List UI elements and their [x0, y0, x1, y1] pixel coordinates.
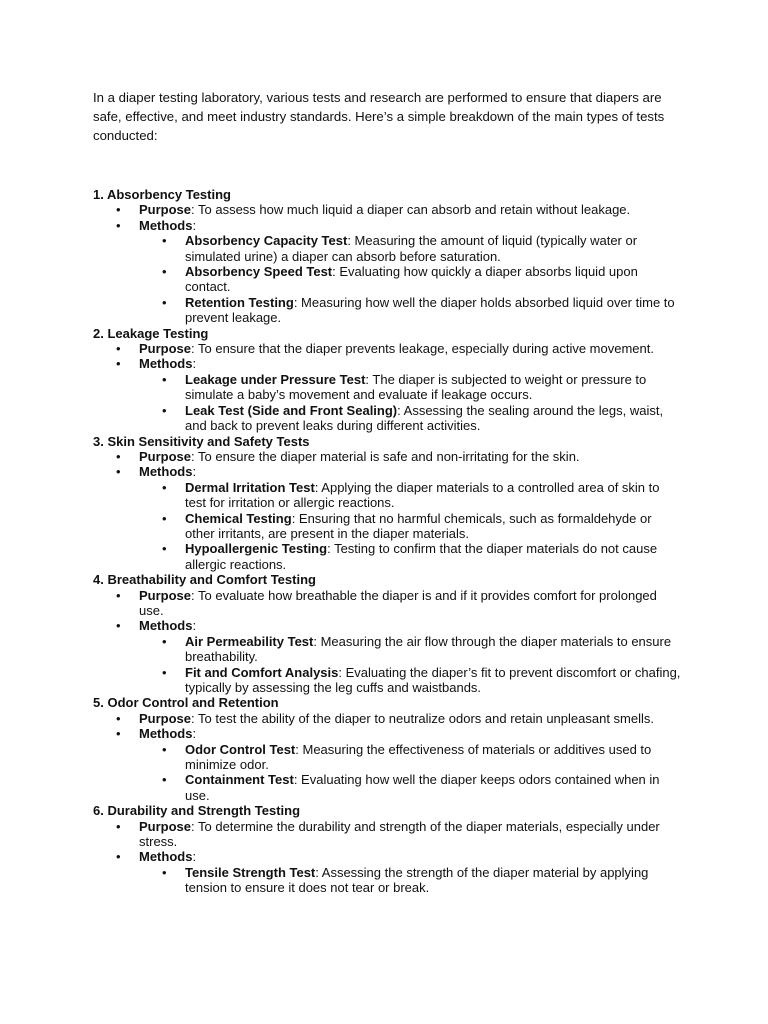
method-name: Chemical Testing: [185, 510, 292, 526]
methods-label: Methods: [139, 618, 193, 634]
method-name: Dermal Irritation Test: [185, 479, 315, 495]
section-title: 1. Absorbency Testing: [93, 187, 231, 202]
purpose-text: : To determine the durability and strength of the diaper materials, especially under stress.: [139, 818, 660, 850]
method-description: : Assessing the sealing around the legs, waist, and back to prevent leaks during different activities.: [185, 402, 664, 434]
purpose-text: : To assess how much liquid a diaper can absorb and retain without leakage.: [191, 202, 631, 218]
methods-item: [93, 726, 683, 803]
methods-label: Methods: [139, 356, 193, 372]
method-description: : The diaper is subjected to weight or pressure to simulate a baby’s movement and evaluate if leakage occurs.: [185, 371, 647, 403]
purpose-text: : To ensure that the diaper prevents leakage, especially during active movement.: [191, 341, 654, 357]
section-title: 6. Durability and Strength Testing: [93, 803, 301, 819]
section: [93, 326, 683, 434]
method-item: [139, 372, 683, 403]
method-name: Absorbency Speed Test: [185, 264, 333, 280]
methods-item: [93, 356, 683, 433]
method-description: : Testing to confirm that the diaper materials do not cause allergic reactions.: [185, 541, 658, 572]
method-item: [139, 665, 683, 696]
methods-list: [139, 372, 683, 434]
purpose-label: Purpose: [139, 818, 192, 834]
purpose-label: Purpose: [139, 448, 192, 464]
section-title: 3. Skin Sensitivity and Safety Tests: [93, 433, 310, 449]
method-name: Containment Test: [185, 772, 294, 788]
section-bullets: [93, 588, 683, 696]
purpose-label: Purpose: [139, 587, 192, 603]
methods-colon: :: [192, 849, 197, 865]
purpose-text: : To ensure the diaper material is safe and non-irritating for the skin.: [191, 448, 580, 464]
methods-colon: :: [192, 217, 197, 233]
methods-list: [139, 634, 683, 696]
methods-item: [93, 618, 683, 695]
method-item: [139, 403, 683, 434]
section: [93, 803, 683, 895]
method-description: : Measuring how well the diaper holds absorbed liquid over time to prevent leakage.: [185, 294, 675, 326]
section-title: 5. Odor Control and Retention: [93, 695, 279, 711]
method-item: [139, 742, 683, 773]
purpose-item: [93, 341, 683, 356]
methods-label: Methods: [139, 464, 193, 480]
methods-item: [93, 849, 683, 895]
section-bullets: [93, 341, 683, 433]
section-bullets: [93, 449, 683, 572]
method-name: Absorbency Capacity Test: [185, 233, 348, 249]
methods-list: [139, 480, 683, 572]
purpose-item: [93, 711, 683, 726]
method-description: : Applying the diaper materials to a controlled area of skin to test for irritation or allergic reactions.: [185, 479, 660, 511]
method-name: Tensile Strength Test: [185, 864, 316, 880]
methods-list: [139, 742, 683, 804]
section-bullets: [93, 711, 683, 803]
purpose-label: Purpose: [139, 710, 192, 726]
method-name: Hypoallergenic Testing: [185, 541, 328, 557]
method-item: [139, 865, 683, 896]
document-page: [93, 88, 683, 896]
methods-list: [139, 233, 683, 325]
purpose-item: [93, 449, 683, 464]
section-title: 2. Leakage Testing: [93, 325, 209, 341]
methods-colon: :: [192, 726, 197, 742]
method-item: [139, 634, 683, 665]
method-description: : Measuring the air flow through the diaper materials to ensure breathability.: [185, 633, 672, 665]
method-name: Leak Test (Side and Front Sealing): [185, 402, 398, 418]
method-description: : Measuring the effectiveness of materials or additives used to minimize odor.: [185, 741, 652, 773]
method-item: [139, 772, 683, 803]
methods-item: [93, 218, 683, 326]
purpose-text: : To test the ability of the diaper to neutralize odors and retain unpleasant smells.: [191, 710, 654, 726]
method-name: Retention Testing: [185, 294, 294, 310]
method-item: [139, 295, 683, 326]
section: [93, 572, 683, 695]
section-bullets: [93, 202, 683, 325]
methods-label: Methods: [139, 217, 193, 233]
method-item: [139, 264, 683, 295]
purpose-item: [93, 819, 683, 850]
methods-label: Methods: [139, 726, 193, 742]
methods-colon: :: [192, 356, 197, 372]
purpose-item: [93, 202, 683, 217]
method-item: [139, 511, 683, 542]
methods-list: [139, 865, 683, 896]
section: [93, 187, 683, 326]
method-item: [139, 480, 683, 511]
method-description: : Evaluating how quickly a diaper absorbs liquid upon contact.: [185, 264, 638, 295]
purpose-item: [93, 588, 683, 619]
methods-label: Methods: [139, 849, 193, 865]
methods-colon: :: [192, 464, 197, 480]
method-name: Odor Control Test: [185, 741, 296, 757]
method-description: : Evaluating the diaper’s fit to prevent discomfort or chafing, typically by assessing the leg cuffs and waistbands.: [185, 664, 681, 695]
section: [93, 434, 683, 573]
section: [93, 695, 683, 803]
method-name: Leakage under Pressure Test: [185, 371, 366, 387]
intro-paragraph: In a diaper testing laboratory, various tests and research are performed to ensure that diapers are safe, effective, and meet industry standards. Here’s a simple breakdown of the main types of tests conducted:: [93, 90, 665, 143]
method-item: [139, 541, 683, 572]
method-name: Fit and Comfort Analysis: [185, 664, 339, 680]
purpose-label: Purpose: [139, 341, 192, 357]
method-name: Air Permeability Test: [185, 633, 314, 649]
method-description: : Measuring the amount of liquid (typically water or simulated urine) a diaper can absorb before saturation.: [185, 233, 638, 264]
purpose-label: Purpose: [139, 202, 192, 218]
methods-item: [93, 464, 683, 572]
section-title: 4. Breathability and Comfort Testing: [93, 572, 316, 588]
method-item: [139, 233, 683, 264]
method-description: : Evaluating how well the diaper keeps odors contained when in use.: [185, 772, 660, 803]
methods-colon: :: [192, 618, 197, 634]
section-bullets: [93, 819, 683, 896]
purpose-text: : To evaluate how breathable the diaper is and if it provides comfort for prolonged use.: [139, 587, 657, 618]
method-description: : Ensuring that no harmful chemicals, such as formaldehyde or other irritants, are present in the diaper materials.: [185, 510, 652, 541]
test-sections: [93, 187, 683, 896]
method-description: : Assessing the strength of the diaper material by applying tension to ensure it does not tear or break.: [185, 864, 649, 896]
